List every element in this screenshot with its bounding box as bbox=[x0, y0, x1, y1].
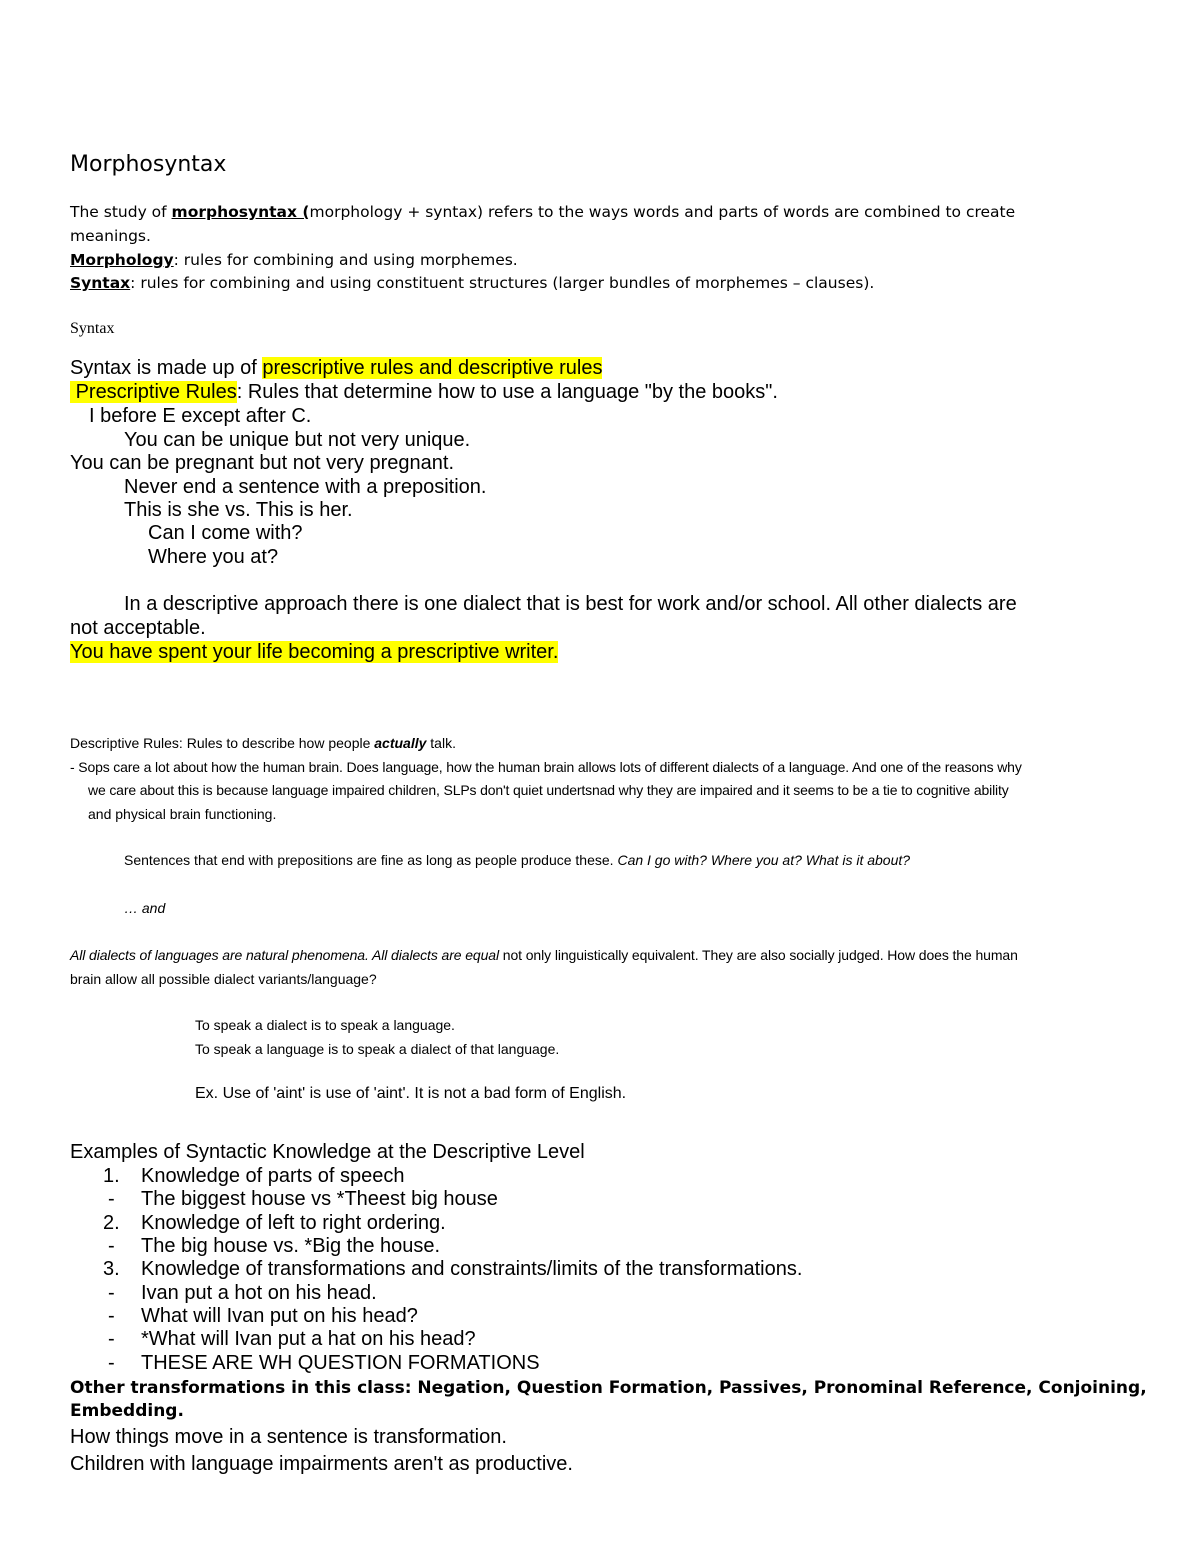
descriptive-rules-emphasis: actually bbox=[374, 735, 427, 751]
list-item bbox=[108, 1328, 476, 1351]
prescriptive-label: Prescriptive Rules bbox=[70, 381, 237, 403]
list-item bbox=[103, 1165, 405, 1188]
list-marker: - bbox=[108, 1282, 115, 1304]
dialects-emphasis: All dialects of languages are natural phenomena. All dialects are equal bbox=[70, 947, 499, 963]
intro-text: The study of bbox=[70, 203, 172, 221]
example-line: Never end a sentence with a preposition. bbox=[124, 476, 487, 498]
page-title: Morphosyntax bbox=[70, 152, 227, 177]
descriptive-rules-text: talk. bbox=[426, 735, 456, 751]
dialects-line-2: brain allow all possible dialect variants/language? bbox=[70, 971, 377, 987]
descriptive-rules-text: Descriptive Rules: Rules to describe how people bbox=[70, 735, 375, 751]
syntax-term: Syntax bbox=[70, 274, 131, 292]
list-item bbox=[108, 1235, 441, 1258]
list-text: THESE ARE WH QUESTION FORMATIONS bbox=[141, 1352, 540, 1374]
intro-paragraph-line-1 bbox=[70, 203, 1015, 221]
aint-example: Ex. Use of 'aint' is use of 'aint'. It is not a bad form of English. bbox=[195, 1085, 627, 1102]
list-text: Knowledge of parts of speech bbox=[141, 1165, 405, 1187]
list-item bbox=[103, 1258, 803, 1281]
morphology-term: Morphology bbox=[70, 251, 174, 269]
list-item bbox=[103, 1212, 446, 1235]
dialects-line-1 bbox=[70, 947, 1018, 963]
rules-line bbox=[70, 357, 602, 380]
syntax-definition bbox=[70, 274, 874, 292]
morphosyntax-term: morphosyntax ( bbox=[171, 203, 310, 221]
syntax-heading: Syntax bbox=[70, 320, 115, 337]
descriptive-approach-line-1: In a descriptive approach there is one dialect that is best for work and/or school. All other dialects are bbox=[124, 593, 1017, 615]
prepositions-text: Sentences that end with prepositions are fine as long as people produce these. bbox=[124, 852, 618, 868]
list-marker: 3. bbox=[103, 1258, 120, 1280]
list-item bbox=[108, 1188, 498, 1211]
prescriptive-def: : Rules that determine how to use a language "by the books". bbox=[236, 381, 778, 403]
prepositions-line bbox=[124, 852, 910, 868]
list-text: Ivan put a hot on his head. bbox=[141, 1282, 377, 1304]
list-text: Knowledge of transformations and constraints/limits of the transformations. bbox=[141, 1258, 803, 1280]
list-text: The biggest house vs *Theest big house bbox=[141, 1188, 498, 1210]
list-marker: - bbox=[108, 1188, 115, 1210]
descriptive-approach-line-2: not acceptable. bbox=[70, 617, 206, 639]
intro-text: morphology + syntax) refers to the ways words and parts of words are combined to create bbox=[309, 203, 1016, 221]
transformation-line: How things move in a sentence is transformation. bbox=[70, 1426, 507, 1448]
spent-life-highlight: You have spent your life becoming a prescriptive writer. bbox=[70, 641, 559, 663]
list-item bbox=[108, 1305, 418, 1328]
morphology-definition bbox=[70, 251, 518, 269]
spent-life-line bbox=[70, 641, 558, 664]
speak-line-2: To speak a language is to speak a dialect of that language. bbox=[195, 1041, 560, 1057]
list-item bbox=[108, 1282, 377, 1305]
list-item bbox=[108, 1352, 540, 1375]
sops-line-1: - Sops care a lot about how the human brain. Does language, how the human brain allows lots of different dialects of a language. And one of the reasons why bbox=[70, 759, 1022, 775]
example-line: Where you at? bbox=[148, 546, 279, 568]
list-marker: 2. bbox=[103, 1212, 120, 1234]
dialects-text: not only linguistically equivalent. They are also socially judged. How does the human bbox=[499, 947, 1018, 963]
example-line: Can I come with? bbox=[148, 522, 303, 544]
example-line: You can be pregnant but not very pregnant. bbox=[70, 452, 454, 474]
prescriptive-rules-line bbox=[70, 381, 778, 404]
example-line: I before E except after C. bbox=[89, 405, 312, 427]
example-line: This is she vs. This is her. bbox=[124, 499, 353, 521]
syntax-def-text: : rules for combining and using constituent structures (larger bundles of morphemes – clauses). bbox=[130, 274, 875, 292]
list-marker: - bbox=[108, 1305, 115, 1327]
list-marker: - bbox=[108, 1235, 115, 1257]
list-marker: - bbox=[108, 1352, 115, 1374]
sops-line-2: we care about this is because language impaired children, SLPs don't quiet undertsnad why they are impaired and it seems to be a tie to cognitive ability bbox=[88, 782, 1009, 798]
and-line: … and bbox=[124, 900, 166, 916]
list-text: Knowledge of left to right ordering. bbox=[141, 1212, 446, 1234]
list-text: *What will Ivan put a hat on his head? bbox=[141, 1328, 476, 1350]
prepositions-examples: Can I go with? Where you at? What is it about? bbox=[617, 852, 911, 868]
intro-paragraph-line-2: meanings. bbox=[70, 227, 151, 245]
rules-line-text: Syntax is made up of bbox=[70, 357, 263, 379]
speak-line-1: To speak a dialect is to speak a language. bbox=[195, 1017, 455, 1033]
rules-highlight: prescriptive rules and descriptive rules bbox=[262, 357, 603, 379]
list-marker: - bbox=[108, 1328, 115, 1350]
descriptive-rules-line bbox=[70, 735, 456, 751]
morphology-def-text: : rules for combining and using morphemes. bbox=[173, 251, 518, 269]
examples-heading: Examples of Syntactic Knowledge at the Descriptive Level bbox=[70, 1141, 585, 1163]
list-marker: 1. bbox=[103, 1165, 120, 1187]
children-line: Children with language impairments aren't as productive. bbox=[70, 1453, 573, 1475]
list-text: What will Ivan put on his head? bbox=[141, 1305, 418, 1327]
other-transformations: Other transformations in this class: Negation, Question Formation, Passives, Pronominal Reference, Conjoining, Embedding. bbox=[70, 1378, 1147, 1421]
sops-line-3: and physical brain functioning. bbox=[88, 806, 277, 822]
list-text: The big house vs. *Big the house. bbox=[141, 1235, 441, 1257]
example-line: You can be unique but not very unique. bbox=[124, 429, 471, 451]
